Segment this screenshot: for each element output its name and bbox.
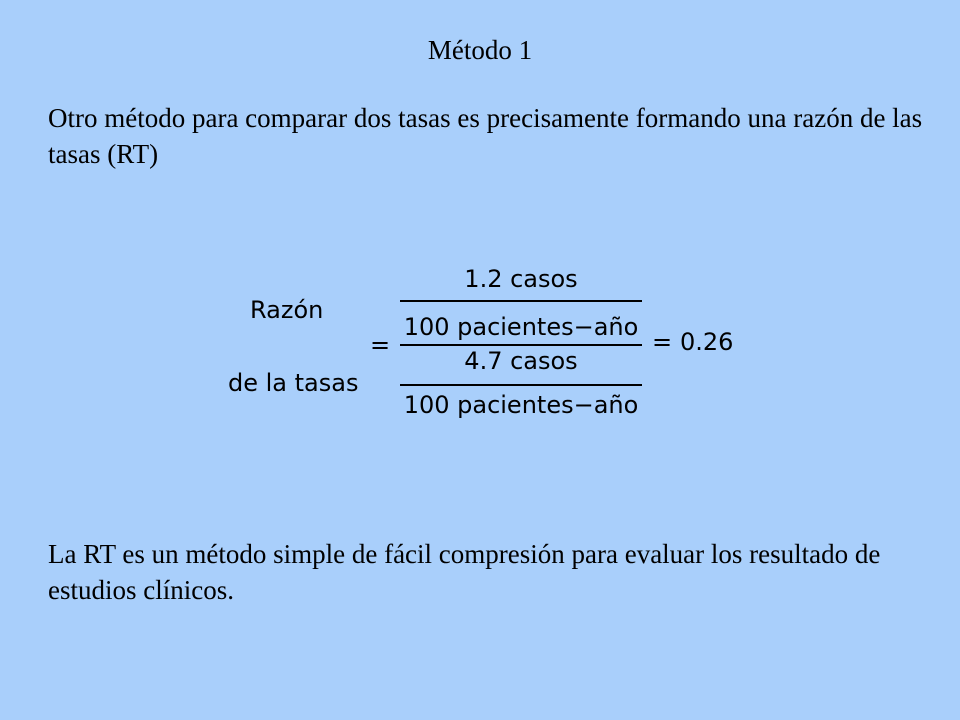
formula-result: 0.26 [680,328,734,356]
bottom-fraction-denominator: 100 pacientes−año [403,391,639,419]
slide-title: Método 1 [427,35,533,65]
formula-label-line1: Razón [250,296,324,324]
intro-paragraph: Otro método para comparar dos tasas es precisamente formando una razón de las tasas (RT) [48,103,923,169]
top-fraction-denominator: 100 pacientes−año [403,313,639,341]
conclusion-paragraph: La RT es un método simple de fácil compresión para evaluar los resultado de estudios clínicos. [48,539,881,605]
result-equals-sign: = [652,328,673,356]
bottom-fraction-numerator: 4.7 casos [464,347,578,375]
main-fraction-bar [400,344,642,346]
top-fraction-numerator: 1.2 casos [464,265,578,293]
top-fraction-bar [400,300,642,302]
equals-sign: = [370,331,391,359]
formula-label-line2: de la tasas [228,369,359,397]
bottom-fraction-bar [400,384,642,386]
